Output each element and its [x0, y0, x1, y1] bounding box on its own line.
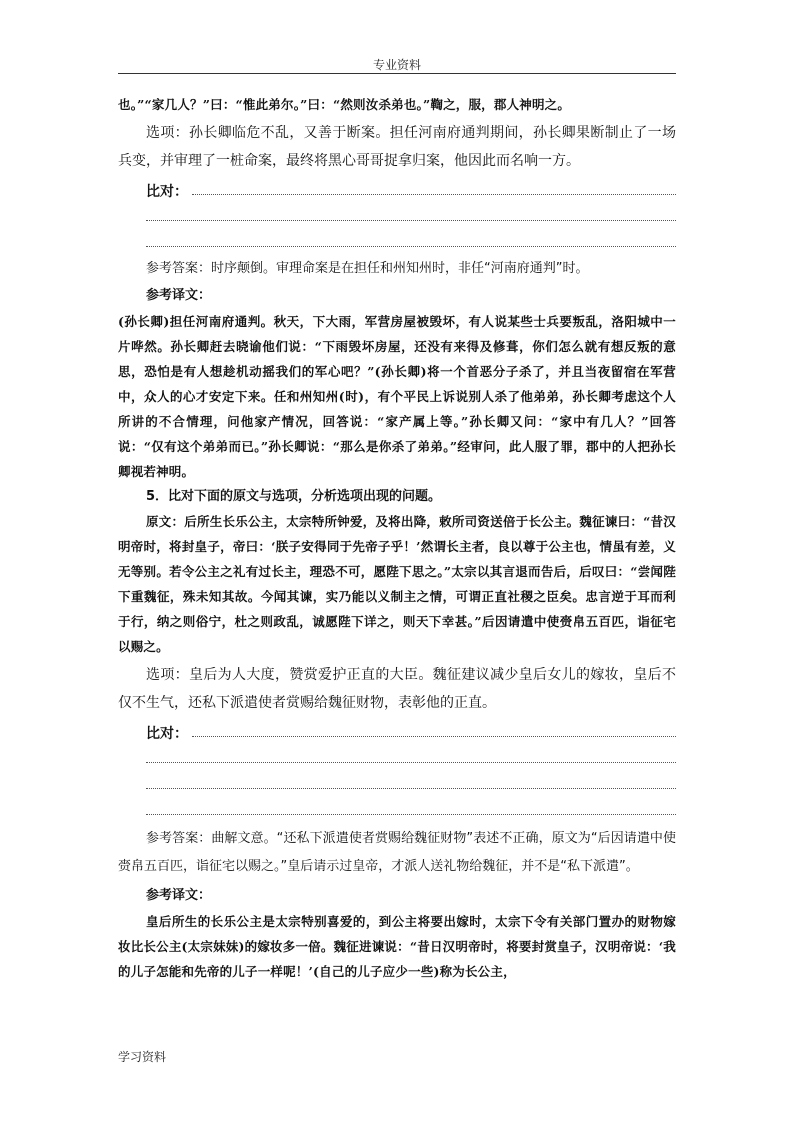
option-paragraph: 选项：孙长卿临危不乱，又善于断案。担任河南府通判期间，孙长卿果断制止了一场兵变，并审理了一桩命案，最终将黑心哥哥捉拿归案，他因此而名响一方。	[118, 125, 676, 169]
page-footer: 学习资料	[118, 1050, 167, 1064]
reference-answer: 参考答案：曲解文意。“还私下派遣使者赏赐给魏征财物”表述不正确，原文为“后因请遣中使赍帛五百匹，诣征宅以赐之。”皇后请示过皇帝，才派人送礼物给魏征，并不是“私下派遣”。	[118, 831, 676, 874]
document-body	[118, 92, 676, 984]
compare-answer-line	[192, 735, 676, 737]
translation-label: 参考译文：	[146, 888, 212, 903]
answer-blank-line	[146, 201, 676, 227]
page-header: 专业资料	[372, 58, 421, 72]
compare-label: 比对：	[146, 184, 188, 200]
option-paragraph: 选项：皇后为人大度，赞赏爱护正直的大臣。魏征建议减少皇后女儿的嫁妆，皇后不仅不生气，还私下派遣使者赏赐给魏征财物，表彰他的正直。	[118, 667, 676, 711]
translation-label: 参考译文：	[146, 288, 212, 303]
answer-blank-line	[146, 795, 676, 821]
answer-blank-line	[146, 227, 676, 253]
reference-answer: 参考答案：时序颠倒。审理命案是在担任和州知州时，非任“河南府通判”时。	[146, 261, 589, 276]
compare-answer-line	[192, 193, 676, 195]
answer-blank-line	[146, 769, 676, 795]
question-heading: 5．比对下面的原文与选项，分析选项出现的问题。	[146, 489, 442, 504]
answer-blank-line	[146, 743, 676, 769]
original-text-tail: 也。”“家几人？”曰：“惟此弟尔。”曰：“然则汝杀弟也。”鞫之，服，郡人神明之。	[118, 97, 571, 112]
original-passage: 原文：后所生长乐公主，太宗特所钟爱，及将出降，敕所司资送倍于长公主。魏征谏曰：“昔汉明帝时，将封皇子，帝曰：‘朕子安得同于先帝子乎！’然谓长主者，良以尊于公主也，情虽有差，义无等别。若令公主之礼有过长主，理恐不可，愿陛下思之。”太宗以其言退而告后，后叹曰：“尝闻陛下重魏征，殊未知其故。今闻其谏，实乃能以义制主之情，可谓正直社稷之臣矣。忠言逆于耳而利于行，纳之则俗宁，杜之则政乱，诚愿陛下详之，则天下幸甚。”后因请遣中使赍帛五百匹，诣征宅以赐之。	[118, 514, 676, 654]
compare-row	[118, 717, 676, 743]
reference-translation: 皇后所生的长乐公主是太宗特别喜爱的，到公主将要出嫁时，太宗下令有关部门置办的财物嫁妆比长公主(太宗妹妹)的嫁妆多一倍。魏征进谏说：“昔日汉明帝时，将要封赏皇子，汉明帝说：‘我的儿子怎能和先帝的儿子一样呢！’(自己的儿子应少一些)称为长公主，	[118, 914, 676, 979]
reference-translation: (孙长卿)担任河南府通判。秋天，下大雨，军营房屋被毁坏，有人说某些士兵要叛乱，洛阳城中一片哗然。孙长卿赶去晓谕他们说：“下雨毁坏房屋，还没有来得及修葺，你们怎么就有想反叛的意思，恐怕是有人想趁机动摇我们的军心吧？”(孙长卿)将一个首恶分子杀了，并且当夜留宿在军营中，众人的心才安定下来。任和州知州(时)，有个平民上诉说别人杀了他弟弟，孙长卿考虑这个人所讲的不合情理，问他家产情况，回答说：“家产属上等。”孙长卿又问：“家中有几人？”回答说：“仅有这个弟弟而已。”孙长卿说：“那么是你杀了弟弟。”经审问，此人服了罪，郡中的人把孙长卿视若神明。	[118, 314, 676, 479]
compare-label: 比对：	[146, 726, 188, 742]
compare-row	[118, 175, 676, 201]
header-divider	[118, 73, 676, 74]
